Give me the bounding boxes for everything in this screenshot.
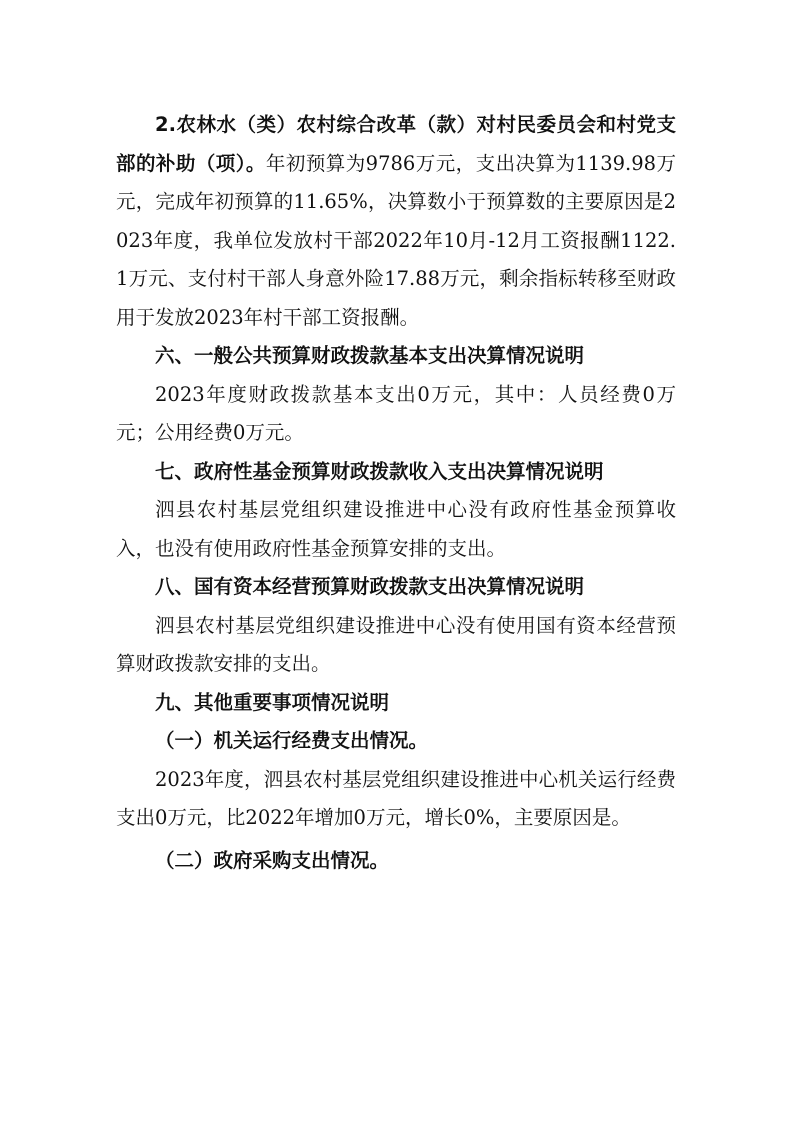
section-8-heading: 八、国有资本经营预算财政拨款支出决算情况说明: [155, 575, 585, 598]
section-2-title: 2.农林水（类）农村综合改革（款）对村民委员会和村党支部的补助（项）。: [116, 113, 676, 175]
section-7-body: 泗县农村基层党组织建设推进中心没有政府性基金预算收入，也没有使用政府性基金预算安排的支出。: [116, 498, 676, 560]
section-8-body: 泗县农村基层党组织建设推进中心没有使用国有资本经营预算财政拨款安排的支出。: [116, 613, 676, 675]
section-2-paragraph: [116, 106, 676, 337]
section-2-body: 年初预算为9786万元，支出决算为1139.98万元，完成年初预算的11.65%，决算数小于预算数的主要原因是2023年度，我单位发放村干部2022年10月-12月工资报酬1122.1万元、支付村干部人身意外险17.88万元，剩余指标转移至财政用于发放2023年村干部工资报酬。: [116, 151, 676, 329]
document-page: [116, 106, 676, 880]
section-9-sub1-body: 2023年度，泗县农村基层党组织建设推进中心机关运行经费支出0万元，比2022年增加0万元，增长0%，主要原因是。: [116, 767, 676, 829]
section-9-sub2-heading: （二）政府采购支出情况。: [155, 848, 390, 872]
section-9-heading: 九、其他重要事项情况说明: [155, 690, 390, 714]
section-7-heading: 七、政府性基金预算财政拨款收入支出决算情况说明: [155, 459, 604, 483]
section-6-heading: 六、一般公共预算财政拨款基本支出决算情况说明: [155, 344, 585, 367]
section-9-sub1-heading: （一）机关运行经费支出情况。: [155, 729, 429, 752]
section-6-body: 2023年度财政拨款基本支出0万元，其中：人员经费0万元；公用经费0万元。: [116, 382, 676, 444]
